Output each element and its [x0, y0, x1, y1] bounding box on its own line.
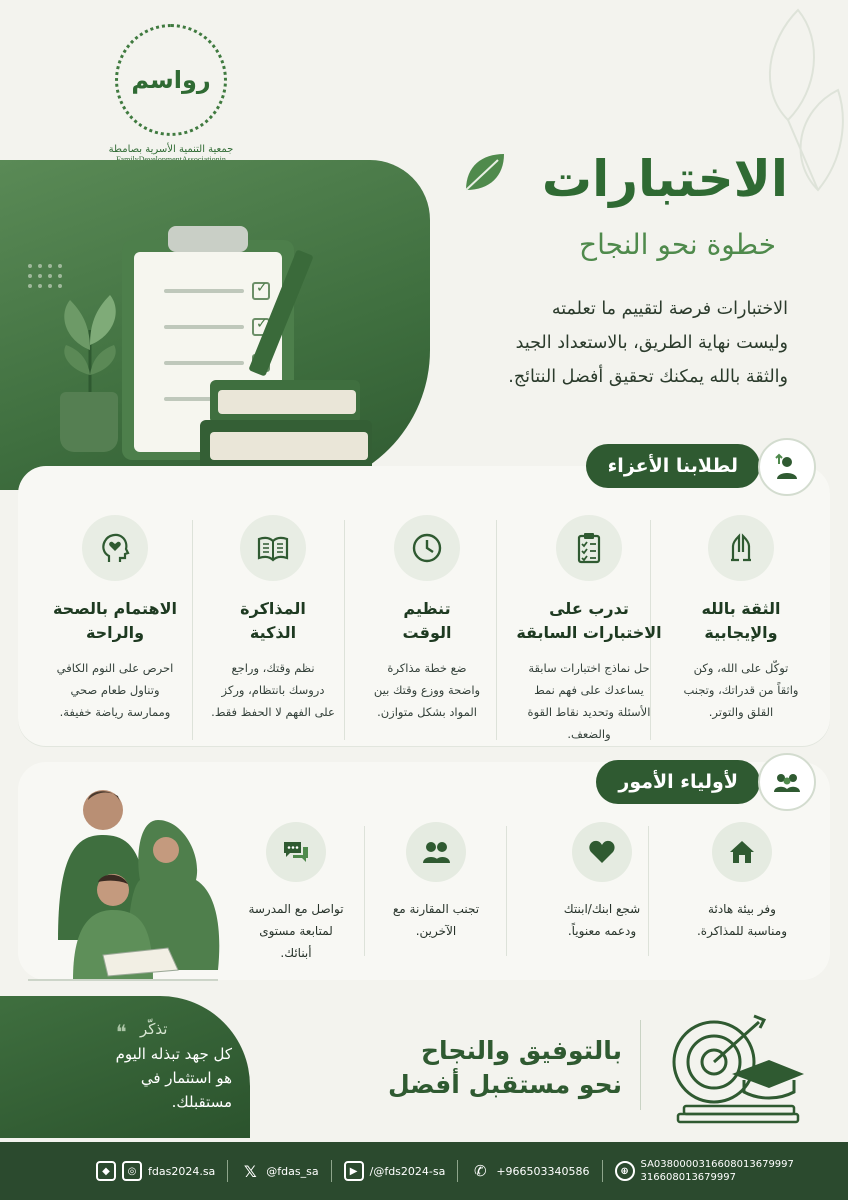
footer-social-youtube[interactable]	[344, 1161, 446, 1181]
people-icon	[406, 822, 466, 882]
family-illustration	[18, 780, 228, 990]
closing-divider	[640, 1020, 641, 1110]
student-tip-title: الثقة بالله والإيجابية	[701, 599, 781, 642]
footer-divider	[227, 1160, 228, 1182]
clipboard-clip	[168, 226, 248, 252]
student-tip	[40, 515, 190, 723]
logo-name: رواسم	[131, 66, 211, 94]
book-stack-bottom	[200, 420, 372, 472]
parent-tip-text: وفر بيئة هادئة ومناسبة للمذاكرة.	[696, 902, 788, 938]
quote-icon: ❝	[116, 1020, 127, 1044]
plant-icon	[50, 290, 130, 400]
parent-tip-text: تواصل مع المدرسة لمتابعة مستوى أبنائك.	[248, 902, 344, 960]
family-group-icon	[758, 753, 816, 811]
heart-icon	[572, 822, 632, 882]
chat-bubbles-icon	[266, 822, 326, 882]
target-graduation-icon	[664, 1012, 804, 1124]
student-tip-text: توكّل على الله، وكن واثقاً من قدراتك، وتجنب القلق والتوتر.	[683, 661, 799, 719]
student-icon	[758, 438, 816, 496]
iban-line-1: SA0380000316608013679997	[640, 1159, 794, 1170]
students-heading: لطلابنا الأعزاء	[586, 444, 760, 488]
social-handle: fdas2024.sa	[148, 1164, 216, 1178]
footer-divider	[331, 1160, 332, 1182]
intro-line: وليست نهاية الطريق، بالاستعداد الجيد	[515, 333, 788, 353]
organization-logo	[96, 24, 246, 164]
student-tip	[352, 515, 502, 723]
column-divider	[192, 520, 193, 740]
phone-number: +966503340586	[496, 1164, 590, 1178]
leaf-icon	[460, 148, 508, 196]
student-tip-text: ضع خطة مذاكرة واضحة ووزع وقتك بين المواد بشكل متوازن.	[373, 661, 481, 719]
parent-tip	[230, 822, 362, 964]
student-tip-text: احرص على النوم الكافي وتناول طعام صحي وممارسة رياضة خفيفة.	[56, 661, 174, 719]
footer-bank	[615, 1158, 794, 1184]
x-icon: 𝕏	[243, 1161, 257, 1181]
closing-line-2: نحو مستقبل أفضل	[387, 1070, 622, 1099]
remember-title: تذكّر	[140, 1020, 168, 1038]
footer-social-snap-insta[interactable]	[96, 1161, 215, 1181]
parent-tip	[676, 822, 808, 942]
book-stack-top	[210, 380, 360, 424]
closing-line-1: بالتوفيق والنجاح	[421, 1036, 622, 1065]
parent-tip	[536, 822, 668, 942]
student-tip-text: حل نماذج اختبارات سابقة يساعدك على فهم نمط الأسئلة وتحديد نقاط القوة والضعف.	[527, 661, 651, 741]
student-tip-text: نظم وقتك، وراجع دروسك بانتظام، وركز على الفهم لا الحفظ فقط.	[211, 661, 335, 719]
footer-social-x[interactable]	[240, 1161, 318, 1181]
head-heart-icon	[82, 515, 148, 581]
praying-hands-icon	[708, 515, 774, 581]
checklist-row	[150, 280, 270, 304]
intro-text	[428, 292, 788, 394]
youtube-icon: ▶	[344, 1161, 364, 1181]
footer-divider	[457, 1160, 458, 1182]
student-tip	[514, 515, 664, 745]
phone-icon: ✆	[474, 1162, 487, 1180]
student-tip-title: تنظيم الوقت	[402, 599, 452, 642]
plant-pot	[60, 392, 118, 452]
clock-icon	[394, 515, 460, 581]
remember-text: كل جهد تبذله اليوم هو استثمار في مستقبلك.	[115, 1045, 232, 1111]
page-subtitle: خطوة نحو النجاح	[579, 228, 776, 261]
student-tip-title: المذاكرة الذكية	[240, 599, 306, 642]
parent-tip-text: تجنب المقارنة مع الآخرين.	[392, 902, 480, 938]
column-divider	[364, 826, 365, 956]
instagram-icon: ◎	[122, 1161, 142, 1181]
student-tip	[198, 515, 348, 723]
iban-line-2: 316608013679997	[640, 1172, 736, 1183]
parents-heading: لأولياء الأمور	[596, 760, 760, 804]
column-divider	[506, 826, 507, 956]
parent-tip-text: شجع ابنك/ابنتك ودعمه معنوياً.	[563, 902, 641, 938]
student-tip-title: الاهتمام بالصحة والراحة	[52, 599, 178, 642]
checklist-row	[150, 316, 270, 340]
intro-line: والثقة بالله يمكنك تحقيق أفضل النتائج.	[508, 367, 788, 387]
snapchat-icon: ◆	[96, 1161, 116, 1181]
student-tip-title: تدرب على الاختبارات السابقة	[516, 599, 662, 642]
x-handle: @fdas_sa	[266, 1164, 319, 1178]
page-title: الاختبارات	[541, 150, 788, 208]
footer-divider	[602, 1160, 603, 1182]
parent-tip	[370, 822, 502, 942]
footer-phone[interactable]	[470, 1161, 589, 1181]
youtube-handle: /@fds2024-sa	[369, 1164, 446, 1178]
bank-icon: ⊕	[615, 1161, 635, 1181]
iban-block	[641, 1158, 794, 1184]
footer	[0, 1142, 848, 1200]
clipboard-checklist-icon	[556, 515, 622, 581]
open-book-icon	[240, 515, 306, 581]
logo-org-arabic: جمعية التنمية الأسرية بصامطة	[108, 144, 234, 155]
student-tip	[666, 515, 816, 723]
logo-ring	[115, 24, 227, 136]
intro-line: الاختبارات فرصة لتقييم ما تعلمته	[551, 299, 788, 319]
house-icon	[712, 822, 772, 882]
